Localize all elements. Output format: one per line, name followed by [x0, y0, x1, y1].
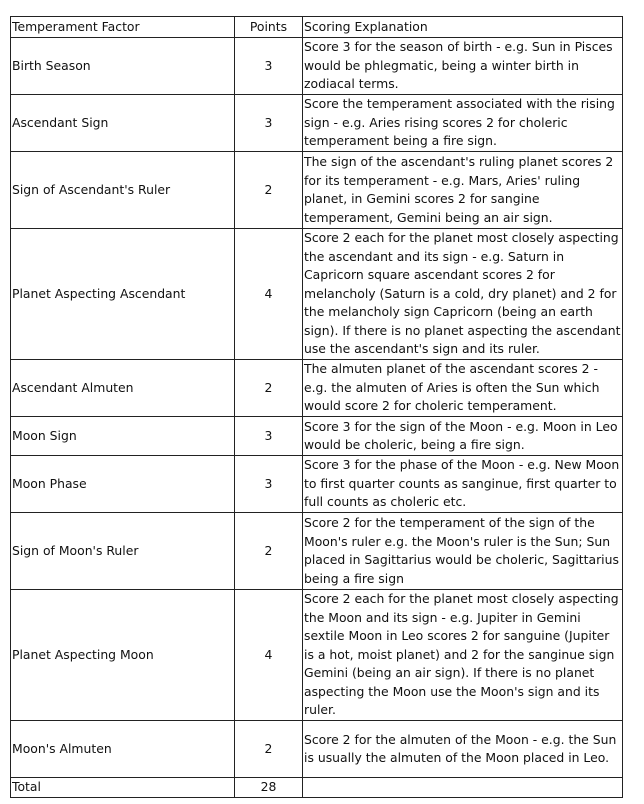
table-row [11, 456, 623, 513]
table-row [11, 229, 623, 360]
factor-cell: Birth Season [11, 38, 235, 95]
table-row [11, 38, 623, 95]
factor-cell: Moon Phase [11, 456, 235, 513]
explanation-cell: Score 3 for the phase of the Moon - e.g. New Moon to first quarter counts as sanginue, first quarter to full counts as choleric etc. [303, 456, 623, 513]
factor-cell: Sign of Ascendant's Ruler [11, 152, 235, 229]
table-row [11, 360, 623, 417]
points-cell: 2 [235, 721, 303, 778]
points-cell: 3 [235, 417, 303, 456]
explanation-cell: Score 2 each for the planet most closely aspecting the Moon and its sign - e.g. Jupiter in Gemini sextile Moon in Leo scores 2 for sanguine (Jupiter is a hot, moist planet) and 2 for the sanginue sign Gemini (being an air sign). If there is no planet aspecting the Moon use the Moon's sign and its ruler. [303, 590, 623, 721]
explanation-cell: Score 3 for the season of birth - e.g. Sun in Pisces would be phlegmatic, being a winter birth in zodiacal terms. [303, 38, 623, 95]
factor-cell: Ascendant Sign [11, 95, 235, 152]
factor-cell: Moon's Almuten [11, 721, 235, 778]
table-row [11, 95, 623, 152]
header-row [11, 17, 623, 38]
table-row [11, 152, 623, 229]
table-row [11, 721, 623, 778]
total-points: 28 [235, 778, 303, 798]
factor-cell: Ascendant Almuten [11, 360, 235, 417]
points-cell: 3 [235, 38, 303, 95]
header-explanation: Scoring Explanation [303, 17, 623, 38]
explanation-cell: Score 2 for the temperament of the sign of the Moon's ruler e.g. the Moon's ruler is the Sun; Sun placed in Sagittarius would be choleric, Sagittarius being a fire sign [303, 513, 623, 590]
points-cell: 4 [235, 229, 303, 360]
total-label: Total [11, 778, 235, 798]
explanation-cell: Score the temperament associated with the rising sign - e.g. Aries rising scores 2 for choleric temperament being a fire sign. [303, 95, 623, 152]
explanation-cell: The sign of the ascendant's ruling planet scores 2 for its temperament - e.g. Mars, Aries' ruling planet, in Gemini scores 2 for sangine temperament, Gemini being an air sign. [303, 152, 623, 229]
points-cell: 3 [235, 456, 303, 513]
table-row [11, 417, 623, 456]
factor-cell: Planet Aspecting Ascendant [11, 229, 235, 360]
points-cell: 4 [235, 590, 303, 721]
header-points: Points [235, 17, 303, 38]
total-row [11, 778, 623, 798]
points-cell: 2 [235, 513, 303, 590]
explanation-cell: Score 3 for the sign of the Moon - e.g. Moon in Leo would be choleric, being a fire sign. [303, 417, 623, 456]
points-cell: 3 [235, 95, 303, 152]
factor-cell: Planet Aspecting Moon [11, 590, 235, 721]
points-cell: 2 [235, 152, 303, 229]
total-explanation [303, 778, 623, 798]
points-cell: 2 [235, 360, 303, 417]
table-row [11, 590, 623, 721]
table-container [10, 16, 623, 798]
explanation-cell: Score 2 for the almuten of the Moon - e.g. the Sun is usually the almuten of the Moon placed in Leo. [303, 721, 623, 778]
factor-cell: Moon Sign [11, 417, 235, 456]
explanation-cell: The almuten planet of the ascendant scores 2 - e.g. the almuten of Aries is often the Sun which would score 2 for choleric temperament. [303, 360, 623, 417]
header-factor: Temperament Factor [11, 17, 235, 38]
explanation-cell: Score 2 each for the planet most closely aspecting the ascendant and its sign - e.g. Saturn in Capricorn square ascendant scores 2 for melancholy (Saturn is a cold, dry planet) and 2 for the melancholy sign Capricorn (being an earth sign). If there is no planet aspecting the ascendant use the ascendant's sign and its ruler. [303, 229, 623, 360]
table-row [11, 513, 623, 590]
factor-cell: Sign of Moon's Ruler [11, 513, 235, 590]
temperament-scoring-table [10, 16, 623, 798]
